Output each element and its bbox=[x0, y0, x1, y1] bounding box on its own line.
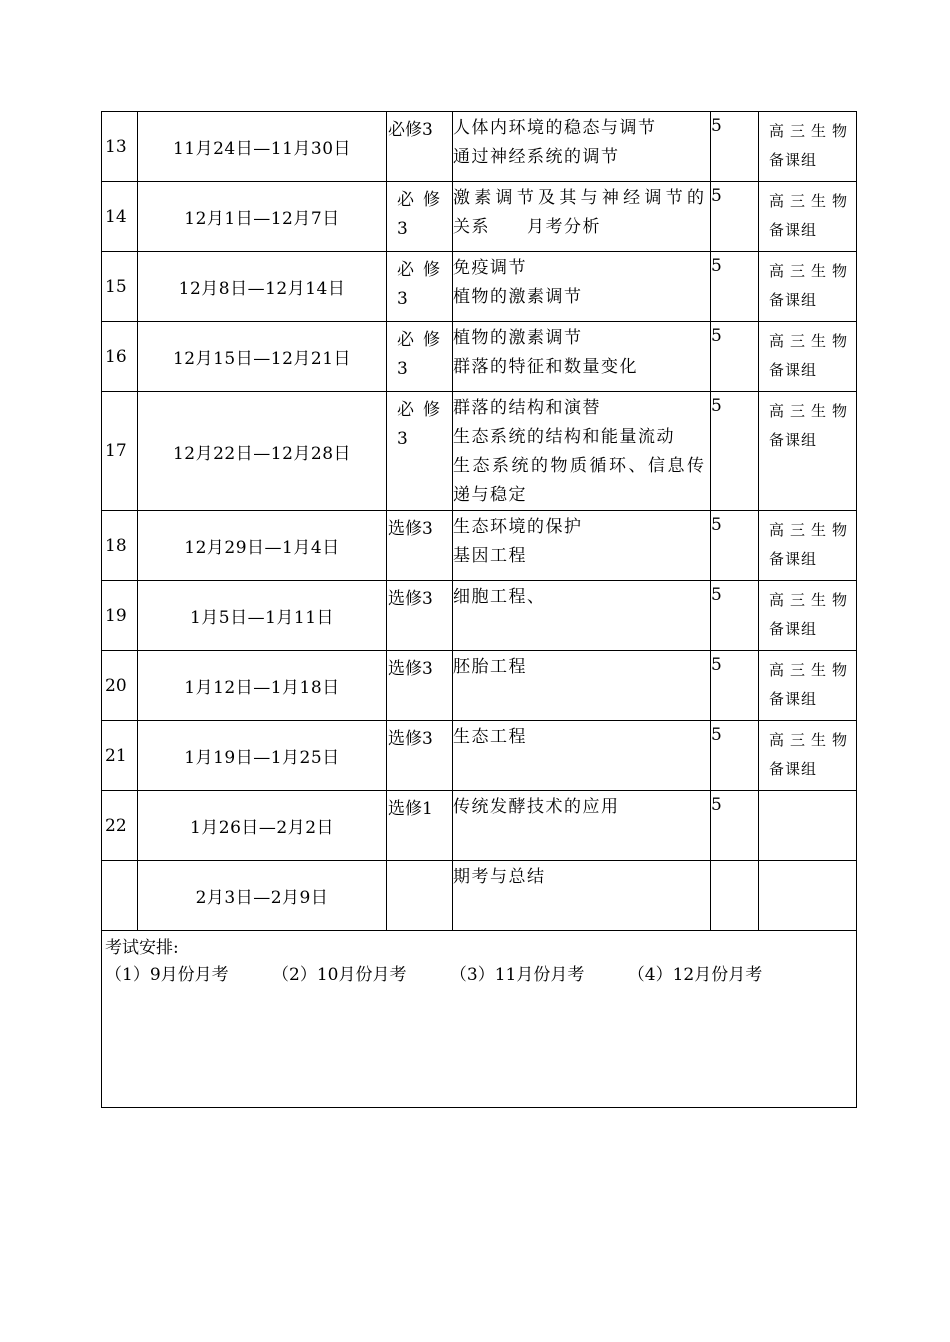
group-line: 备课组 bbox=[769, 431, 818, 449]
content-cell bbox=[453, 581, 711, 651]
group-cell bbox=[759, 112, 857, 182]
hours-cell: 5 bbox=[711, 791, 759, 861]
table-row bbox=[102, 322, 857, 392]
module-cell bbox=[387, 252, 453, 322]
content-line: 植物的激素调节 bbox=[453, 328, 583, 348]
exam-title: 考试安排: bbox=[105, 938, 179, 958]
group-line: 高三生物 bbox=[769, 591, 854, 609]
date-range-cell: 12月22日—12月28日 bbox=[138, 392, 387, 511]
week-number-cell: 16 bbox=[102, 322, 138, 392]
group-cell bbox=[759, 791, 857, 861]
content-cell bbox=[453, 252, 711, 322]
group-line: 高三生物 bbox=[769, 402, 854, 420]
content-cell bbox=[453, 182, 711, 252]
date-range-cell: 12月1日—12月7日 bbox=[138, 182, 387, 252]
exam-item: （3）11月份月考 bbox=[449, 965, 585, 985]
content-line: 群落的特征和数量变化 bbox=[453, 357, 638, 377]
hours-cell: 5 bbox=[711, 112, 759, 182]
group-line: 备课组 bbox=[769, 690, 818, 708]
week-number-cell: 14 bbox=[102, 182, 138, 252]
content-line: 植物的激素调节 bbox=[453, 287, 583, 307]
hours-cell: 5 bbox=[711, 392, 759, 511]
group-cell bbox=[759, 651, 857, 721]
group-cell bbox=[759, 252, 857, 322]
table-row bbox=[102, 182, 857, 252]
group-cell bbox=[759, 721, 857, 791]
module-cell bbox=[387, 511, 453, 581]
hours-cell: 5 bbox=[711, 252, 759, 322]
content-line: 激素调节及其与神经调节的 bbox=[453, 188, 704, 208]
exam-row bbox=[102, 931, 857, 1108]
table-row bbox=[102, 511, 857, 581]
group-cell bbox=[759, 182, 857, 252]
date-range-cell: 2月3日—2月9日 bbox=[138, 861, 387, 931]
group-cell bbox=[759, 511, 857, 581]
date-range-cell: 12月15日—12月21日 bbox=[138, 322, 387, 392]
group-line: 高三生物 bbox=[769, 262, 854, 280]
week-number-cell: 21 bbox=[102, 721, 138, 791]
hours-cell: 5 bbox=[711, 581, 759, 651]
module-label: 必修3 bbox=[397, 190, 449, 239]
content-cell bbox=[453, 511, 711, 581]
table-row bbox=[102, 252, 857, 322]
module-label: 必修3 bbox=[397, 330, 449, 379]
module-cell bbox=[387, 112, 453, 182]
content-line: 基因工程 bbox=[453, 546, 527, 566]
content-cell bbox=[453, 322, 711, 392]
content-line: 人体内环境的稳态与调节 bbox=[453, 118, 657, 138]
module-label: 必修3 bbox=[397, 260, 449, 309]
schedule-table bbox=[101, 111, 857, 1108]
content-line: 胚胎工程 bbox=[453, 657, 527, 677]
date-range-cell: 12月8日—12月14日 bbox=[138, 252, 387, 322]
content-line: 免疫调节 bbox=[453, 258, 527, 278]
module-cell bbox=[387, 651, 453, 721]
module-cell bbox=[387, 721, 453, 791]
hours-cell bbox=[711, 861, 759, 931]
content-line: 通过神经系统的调节 bbox=[453, 147, 620, 167]
group-cell bbox=[759, 581, 857, 651]
group-line: 备课组 bbox=[769, 151, 818, 169]
group-line: 备课组 bbox=[769, 550, 818, 568]
group-line: 高三生物 bbox=[769, 661, 854, 679]
content-cell bbox=[453, 651, 711, 721]
module-cell bbox=[387, 392, 453, 511]
group-line: 备课组 bbox=[769, 760, 818, 778]
schedule-body bbox=[102, 112, 857, 931]
group-line: 高三生物 bbox=[769, 192, 854, 210]
group-line: 备课组 bbox=[769, 361, 818, 379]
module-cell bbox=[387, 791, 453, 861]
module-label: 必修3 bbox=[397, 400, 449, 449]
module-label: 必修3 bbox=[388, 120, 433, 140]
hours-cell: 5 bbox=[711, 721, 759, 791]
week-number-cell: 15 bbox=[102, 252, 138, 322]
content-line: 传统发酵技术的应用 bbox=[453, 797, 620, 817]
exam-item: （1）9月份月考 bbox=[105, 965, 229, 985]
content-line: 递与稳定 bbox=[453, 485, 527, 505]
module-label: 选修1 bbox=[388, 799, 433, 819]
exam-items bbox=[105, 961, 853, 989]
module-cell bbox=[387, 861, 453, 931]
module-label: 选修3 bbox=[388, 659, 433, 679]
content-line: 生态系统的物质循环、信息传 bbox=[453, 456, 704, 476]
module-label: 选修3 bbox=[388, 589, 433, 609]
date-range-cell: 1月12日—1月18日 bbox=[138, 651, 387, 721]
hours-cell: 5 bbox=[711, 322, 759, 392]
group-line: 高三生物 bbox=[769, 122, 854, 140]
week-number-cell: 20 bbox=[102, 651, 138, 721]
module-cell bbox=[387, 182, 453, 252]
module-label: 选修3 bbox=[388, 519, 433, 539]
exam-cell bbox=[102, 931, 857, 1108]
table-row bbox=[102, 861, 857, 931]
group-line: 高三生物 bbox=[769, 332, 854, 350]
exam-item: （4）12月份月考 bbox=[627, 965, 763, 985]
content-line: 生态工程 bbox=[453, 727, 527, 747]
date-range-cell: 1月19日—1月25日 bbox=[138, 721, 387, 791]
content-cell bbox=[453, 791, 711, 861]
table-row bbox=[102, 651, 857, 721]
content-cell bbox=[453, 112, 711, 182]
week-number-cell: 13 bbox=[102, 112, 138, 182]
content-cell bbox=[453, 861, 711, 931]
group-cell bbox=[759, 322, 857, 392]
group-line: 备课组 bbox=[769, 221, 818, 239]
content-line: 期考与总结 bbox=[453, 867, 546, 887]
group-line: 备课组 bbox=[769, 291, 818, 309]
content-line: 细胞工程、 bbox=[453, 587, 546, 607]
content-line: 生态环境的保护 bbox=[453, 517, 583, 537]
group-line: 高三生物 bbox=[769, 521, 854, 539]
hours-cell: 5 bbox=[711, 511, 759, 581]
table-row bbox=[102, 581, 857, 651]
group-line: 备课组 bbox=[769, 620, 818, 638]
exam-item: （2）10月份月考 bbox=[272, 965, 407, 985]
hours-cell: 5 bbox=[711, 651, 759, 721]
group-cell bbox=[759, 861, 857, 931]
table-row bbox=[102, 721, 857, 791]
content-line: 生态系统的结构和能量流动 bbox=[453, 427, 675, 447]
content-line: 群落的结构和演替 bbox=[453, 398, 601, 418]
table-row bbox=[102, 112, 857, 182]
week-number-cell: 22 bbox=[102, 791, 138, 861]
module-label: 选修3 bbox=[388, 729, 433, 749]
week-number-cell: 18 bbox=[102, 511, 138, 581]
module-cell bbox=[387, 581, 453, 651]
group-cell bbox=[759, 392, 857, 511]
week-number-cell bbox=[102, 861, 138, 931]
table-row bbox=[102, 392, 857, 511]
module-cell bbox=[387, 322, 453, 392]
date-range-cell: 1月26日—2月2日 bbox=[138, 791, 387, 861]
date-range-cell: 12月29日—1月4日 bbox=[138, 511, 387, 581]
hours-cell: 5 bbox=[711, 182, 759, 252]
week-number-cell: 19 bbox=[102, 581, 138, 651]
content-line: 关系 月考分析 bbox=[453, 217, 601, 237]
content-cell bbox=[453, 721, 711, 791]
date-range-cell: 11月24日—11月30日 bbox=[138, 112, 387, 182]
week-number-cell: 17 bbox=[102, 392, 138, 511]
date-range-cell: 1月5日—1月11日 bbox=[138, 581, 387, 651]
table-row bbox=[102, 791, 857, 861]
group-line: 高三生物 bbox=[769, 731, 854, 749]
content-cell bbox=[453, 392, 711, 511]
